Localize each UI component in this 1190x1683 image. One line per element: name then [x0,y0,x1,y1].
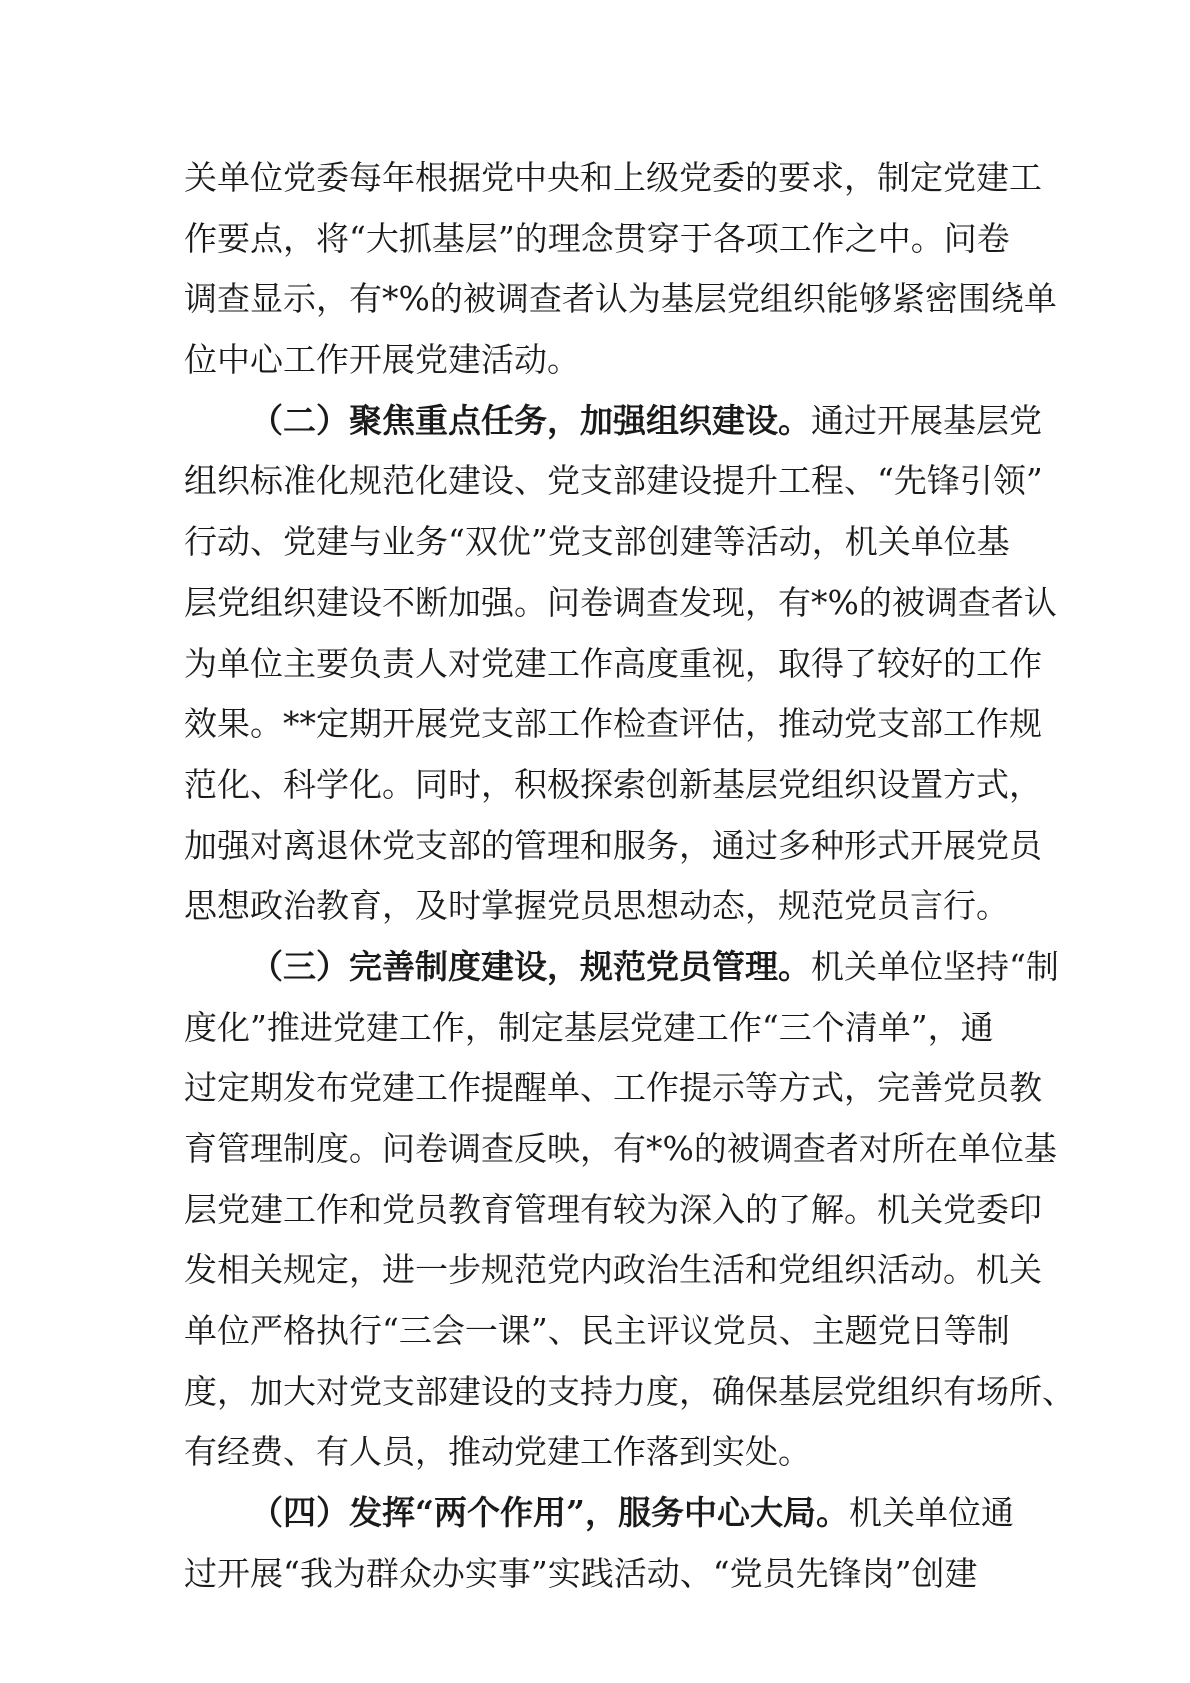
text-line: 为单位主要负责人对党建工作高度重视，取得了较好的工作 [184,643,1042,683]
section-heading: （四）发挥“两个作用”，服务中心大局。 [250,1493,849,1533]
section-heading: （三）完善制度建设，规范党员管理。 [250,946,811,986]
text-line: 范化、科学化。同时，积极探索创新基层党组织设置方式， [184,764,1042,804]
text-line: 发相关规定，进一步规范党内政治生活和党组织活动。机关 [184,1250,1042,1290]
paragraph-first-line [184,937,1059,998]
text-line: 育管理制度。问卷调查反映，有*%的被调查者对所在单位基 [184,1129,1057,1168]
section-heading: （二）聚焦重点任务，加强组织建设。 [250,400,811,440]
text-line: 调查显示，有*%的被调查者认为基层党组织能够紧密围绕单 [184,279,1057,319]
text-line: 行动、党建与业务“双优”党支部创建等活动，机关单位基 [184,522,1010,562]
document-body [184,148,1075,1605]
paragraph-first-line [184,391,1042,452]
text-line: 关单位党委每年根据党中央和上级党委的要求，制定党建工 [184,158,1042,197]
text-line: 思想政治教育，及时掌握党员思想动态，规范党员言行。 [184,886,1009,926]
text-run: 机关单位通 [848,1493,1014,1533]
text-line: 组织标准化规范化建设、党支部建设提升工程、“先锋引领” [184,461,1043,501]
text-line: 有经费、有人员，推动党建工作落到实处。 [184,1432,811,1472]
text-line: 位中心工作开展党建活动。 [184,340,580,380]
text-line: 层党组织建设不断加强。问卷调查发现，有*%的被调查者认 [184,582,1057,622]
text-line: 层党建工作和党员教育管理有较为深入的了解。机关党委印 [184,1189,1042,1229]
text-line: 加强对离退休党支部的管理和服务，通过多种形式开展党员 [184,825,1042,865]
text-line: 过开展“我为群众办实事”实践活动、“党员先锋岗”创建 [184,1553,978,1593]
text-line: 效果。**定期开展党支部工作检查评估，推动党支部工作规 [184,704,1042,744]
text-line: 单位严格执行“三会一课”、民主评议党员、主题党日等制 [184,1311,1010,1351]
text-run: 机关单位坚持“制 [811,946,1059,986]
paragraph-first-line [184,1483,1014,1544]
text-line: 度化”推进党建工作，制定基层党建工作“三个清单”，通 [184,1007,994,1047]
text-run: 通过开展基层党 [811,400,1042,440]
text-line: 过定期发布党建工作提醒单、工作提示等方式，完善党员教 [184,1068,1042,1108]
text-line: 度，加大对党支部建设的支持力度，确保基层党组织有场所、 [184,1371,1075,1411]
text-line: 作要点，将“大抓基层”的理念贯穿于各项工作之中。问卷 [184,218,1010,258]
